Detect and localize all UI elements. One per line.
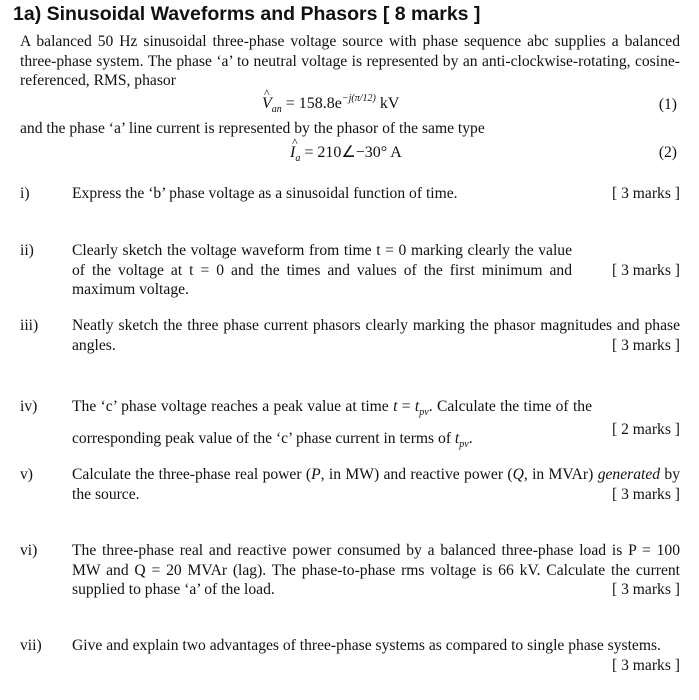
marks-label: [ 3 marks ] xyxy=(612,485,680,503)
marks-label: [ 3 marks ] xyxy=(612,336,680,354)
question-text: The three-phase real and reactive power consumed by a balanced three-phase load is P = 100 MW and Q = 20 MVAr (lag). The phase-to-phase rms voltage is 66 kV. Calculate the current supplied to phase ‘a’ of the load. xyxy=(72,542,680,598)
question-vii xyxy=(20,636,680,676)
question-number: vii) xyxy=(20,637,42,654)
question-text: The ‘c’ phase voltage reaches a peak value at time $t = t_{pv}$. Calculate the time of the corresponding peak value of the ‘c’ phase current in terms of $t_{pv}$. xyxy=(72,398,593,450)
eq1-symbol: V ^ xyxy=(262,95,272,113)
question-iii xyxy=(20,316,680,356)
question-number: ii) xyxy=(20,242,34,259)
equation-2 xyxy=(290,142,402,164)
eq1-unit: kV xyxy=(375,95,400,112)
marks-label: [ 3 marks ] xyxy=(612,185,680,202)
question-text: Neatly sketch the three phase current phasors clearly marking the phasor magnitudes and phase angles. xyxy=(72,317,680,354)
section-heading: 1a) Sinusoidal Waveforms and Phasors [ 8 marks ] xyxy=(13,3,481,25)
eq1-middle: = 158.8e xyxy=(281,95,342,112)
question-text: Calculate the three-phase real power (P, in MW) and reactive power (Q, in MVAr) generated by the source. xyxy=(72,466,680,503)
question-number: iii) xyxy=(20,317,39,334)
question-iv xyxy=(20,394,680,450)
question-ii xyxy=(20,241,680,298)
marks-label: [ 3 marks ] xyxy=(612,581,680,598)
question-i xyxy=(20,184,680,206)
eq1-subscript: an xyxy=(271,104,282,115)
between-text: and the phase ‘a’ line current is represented by the phasor of the same type xyxy=(20,120,485,137)
question-text: Give and explain two advantages of three-phase systems as compared to single phase systems. xyxy=(72,637,661,654)
question-number: v) xyxy=(20,466,33,483)
eq2-symbol: I ^ xyxy=(290,144,295,162)
eq1-exponent: −j(π/12) xyxy=(341,93,376,104)
question-number: i) xyxy=(20,185,30,202)
question-v xyxy=(20,465,680,505)
equation-1-number: (1) xyxy=(658,96,677,113)
equation-1 xyxy=(262,93,399,115)
question-text: Clearly sketch the voltage waveform from time t = 0 marking clearly the value of the voltage at t = 0 and the times and values of the first minimum and maximum voltage. xyxy=(72,242,572,298)
question-text: Express the ‘b’ phase voltage as a sinusoidal function of time. xyxy=(72,185,458,202)
marks-label: [ 2 marks ] xyxy=(612,421,680,438)
question-vi xyxy=(20,541,680,601)
intro-paragraph: A balanced 50 Hz sinusoidal three-phase voltage source with phase sequence abc supplies a balanced three-phase system. The phase ‘a’ to neutral voltage is represented by an anti-clockwise-rotating, cosine-referenced, RMS, phasor xyxy=(20,33,680,89)
eq2-subscript: a xyxy=(295,153,301,164)
question-number: iv) xyxy=(20,398,38,415)
eq2-rhs: = 210∠−30° A xyxy=(300,144,402,161)
equation-2-number: (2) xyxy=(658,144,677,161)
marks-label: [ 3 marks ] xyxy=(612,261,680,279)
marks-label: [ 3 marks ] xyxy=(612,656,680,674)
question-number: vi) xyxy=(20,542,38,559)
